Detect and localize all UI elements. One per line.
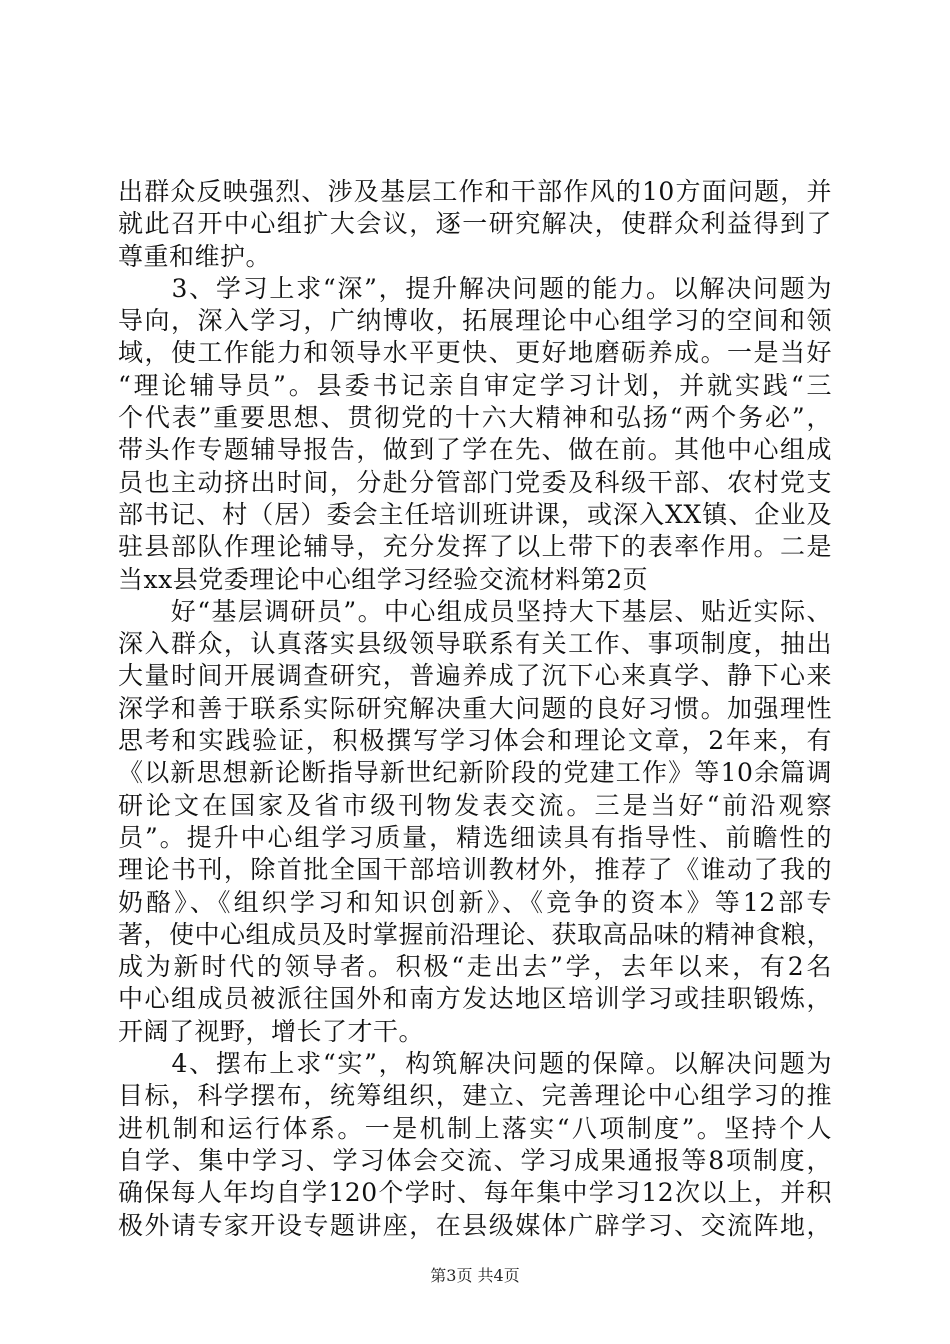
text-line: 4、摆布上求“实”，构筑解决问题的保障。以解决问题为 bbox=[118, 1049, 832, 1079]
text-line: 理论书刊，除首批全国干部培训教材外，推荐了《谁动了我的 bbox=[118, 855, 832, 885]
text-line: 员也主动挤出时间，分赴分管部门党委及科级干部、农村党支 bbox=[118, 467, 832, 497]
text-line: 员”。提升中心组学习质量，精选细读具有指导性、前瞻性的 bbox=[118, 822, 832, 852]
text-line: 深学和善于联系实际研究解决重大问题的良好习惯。加强理性 bbox=[118, 693, 832, 723]
page-footer: 第3页 共4页 bbox=[430, 1266, 520, 1285]
text-line: 当xx县党委理论中心组学习经验交流材料第2页 bbox=[118, 564, 649, 594]
text-line: 好“基层调研员”。中心组成员坚持大下基层、贴近实际、 bbox=[118, 596, 832, 626]
text-line: 出群众反映强烈、涉及基层工作和干部作风的10方面问题，并 bbox=[118, 177, 832, 206]
text-line: 开阔了视野，增长了才干。 bbox=[118, 1016, 425, 1046]
text-line: 进机制和运行体系。一是机制上落实“八项制度”。坚持个人 bbox=[118, 1113, 832, 1143]
text-line: 个代表”重要思想、贯彻党的十六大精神和弘扬“两个务必”， bbox=[118, 403, 832, 433]
text-line: 中心组成员被派往国外和南方发达地区培训学习或挂职锻炼， bbox=[118, 984, 832, 1014]
text-line: 目标，科学摆布，统筹组织，建立、完善理论中心组学习的推 bbox=[118, 1081, 832, 1111]
text-line: 极外请专家开设专题讲座，在县级媒体广辟学习、交流阵地， bbox=[118, 1210, 832, 1240]
text-line: 深入群众，认真落实县级领导联系有关工作、事项制度，抽出 bbox=[118, 629, 832, 659]
text-line: 尊重和维护。 bbox=[118, 241, 272, 271]
text-line: 思考和实践验证，积极撰写学习体会和理论文章，2年来，有 bbox=[118, 726, 832, 756]
text-line: 导向，深入学习，广纳博收，拓展理论中心组学习的空间和领 bbox=[118, 306, 832, 336]
text-line: 确保每人年均自学120个学时、每年集中学习12次以上，并积 bbox=[118, 1178, 832, 1208]
text-line: 奶酪》、《组织学习和知识创新》、《竞争的资本》等12部专 bbox=[118, 887, 832, 917]
document-body bbox=[118, 176, 832, 1242]
text-line: 成为新时代的领导者。积极“走出去”学，去年以来，有2名 bbox=[118, 952, 832, 982]
text-line: 就此召开中心组扩大会议，逐一研究解决，使群众利益得到了 bbox=[118, 209, 832, 239]
text-line: 研论文在国家及省市级刊物发表交流。三是当好“前沿观察 bbox=[118, 790, 832, 820]
text-line: 《以新思想新论断指导新世纪新阶段的党建工作》等10余篇调 bbox=[118, 758, 832, 788]
text-line: 3、学习上求“深”，提升解决问题的能力。以解决问题为 bbox=[118, 273, 832, 303]
text-line: 著，使中心组成员及时掌握前沿理论、获取高品味的精神食粮， bbox=[118, 919, 833, 949]
text-line: 域，使工作能力和领导水平更快、更好地磨砺养成。一是当好 bbox=[118, 338, 832, 368]
text-line: 带头作专题辅导报告，做到了学在先、做在前。其他中心组成 bbox=[118, 435, 832, 465]
text-line: 驻县部队作理论辅导，充分发挥了以上带下的表率作用。二是 bbox=[118, 532, 832, 562]
text-line: “理论辅导员”。县委书记亲自审定学习计划，并就实践“三 bbox=[118, 370, 832, 400]
text-line: 部书记、村（居）委会主任培训班讲课，或深入XX镇、企业及 bbox=[118, 499, 832, 529]
text-line: 大量时间开展调查研究，普遍养成了沉下心来真学、静下心来 bbox=[118, 661, 832, 691]
text-line: 自学、集中学习、学习体会交流、学习成果通报等8项制度， bbox=[118, 1145, 832, 1175]
